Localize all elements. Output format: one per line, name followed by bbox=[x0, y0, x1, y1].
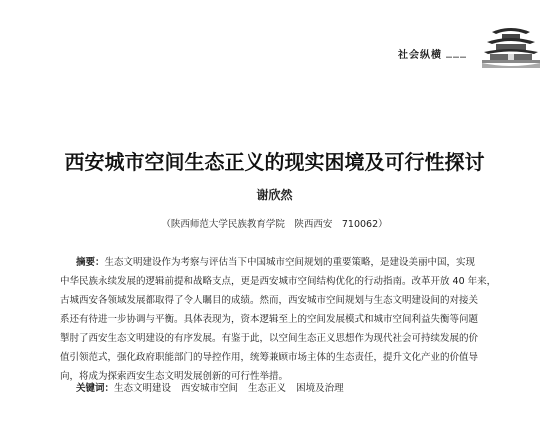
abstract-line-6: 值引领范式，强化政府职能部门的导控作用，统筹兼顾市场主体的生态责任，提升文化产业的价值导 bbox=[60, 352, 479, 363]
keywords bbox=[76, 380, 516, 394]
pavilion-logo-icon bbox=[482, 22, 540, 68]
keyword-item: 困境及治理 bbox=[296, 383, 344, 394]
header-dots: ……… bbox=[446, 50, 468, 61]
section-label: 社会纵横 bbox=[398, 50, 442, 61]
author-affiliation: （陕西师范大学民族教育学院 陕西西安 710062） bbox=[161, 219, 388, 230]
running-header bbox=[0, 0, 549, 72]
abstract-line-5: 掣肘了西安生态文明建设的有序发展。有鉴于此，以空间生态正义思想作为现代社会可持续发展的价 bbox=[60, 333, 479, 344]
abstract-label: 摘要： bbox=[76, 257, 105, 268]
author-name: 谢欣然 bbox=[256, 188, 293, 202]
keywords-label: 关键词： bbox=[76, 383, 115, 394]
abstract-line-7: 向，将成为探索西安生态文明发展创新的可行性举措。 bbox=[60, 371, 289, 382]
abstract-line-2: 中华民族永续发展的逻辑前提和战略支点，更是西安城市空间结构优化的行动指南。改革开放 40 年来， bbox=[60, 276, 497, 287]
keyword-item: 生态文明建设 bbox=[114, 383, 172, 394]
keyword-item: 生态正义 bbox=[248, 383, 287, 394]
abstract bbox=[60, 253, 506, 386]
abstract-line-3: 古城西安各领域发展都取得了令人瞩目的成绩。然而，西安城市空间规划与生态文明建设间的对接关 bbox=[60, 295, 479, 306]
abstract-line-1: 摘要：生态文明建设作为考察与评估当下中国城市空间规划的重要策略，是建设美丽中国，实现 bbox=[76, 257, 476, 268]
keyword-item: 西安城市空间 bbox=[181, 383, 239, 394]
abstract-line-4: 系还有待进一步协调与平衡。具体表现为，资本逻辑至上的空间发展模式和城市空间利益失衡等问题 bbox=[60, 314, 479, 325]
article-title: 西安城市空间生态正义的现实困境及可行性探讨 bbox=[64, 150, 485, 174]
